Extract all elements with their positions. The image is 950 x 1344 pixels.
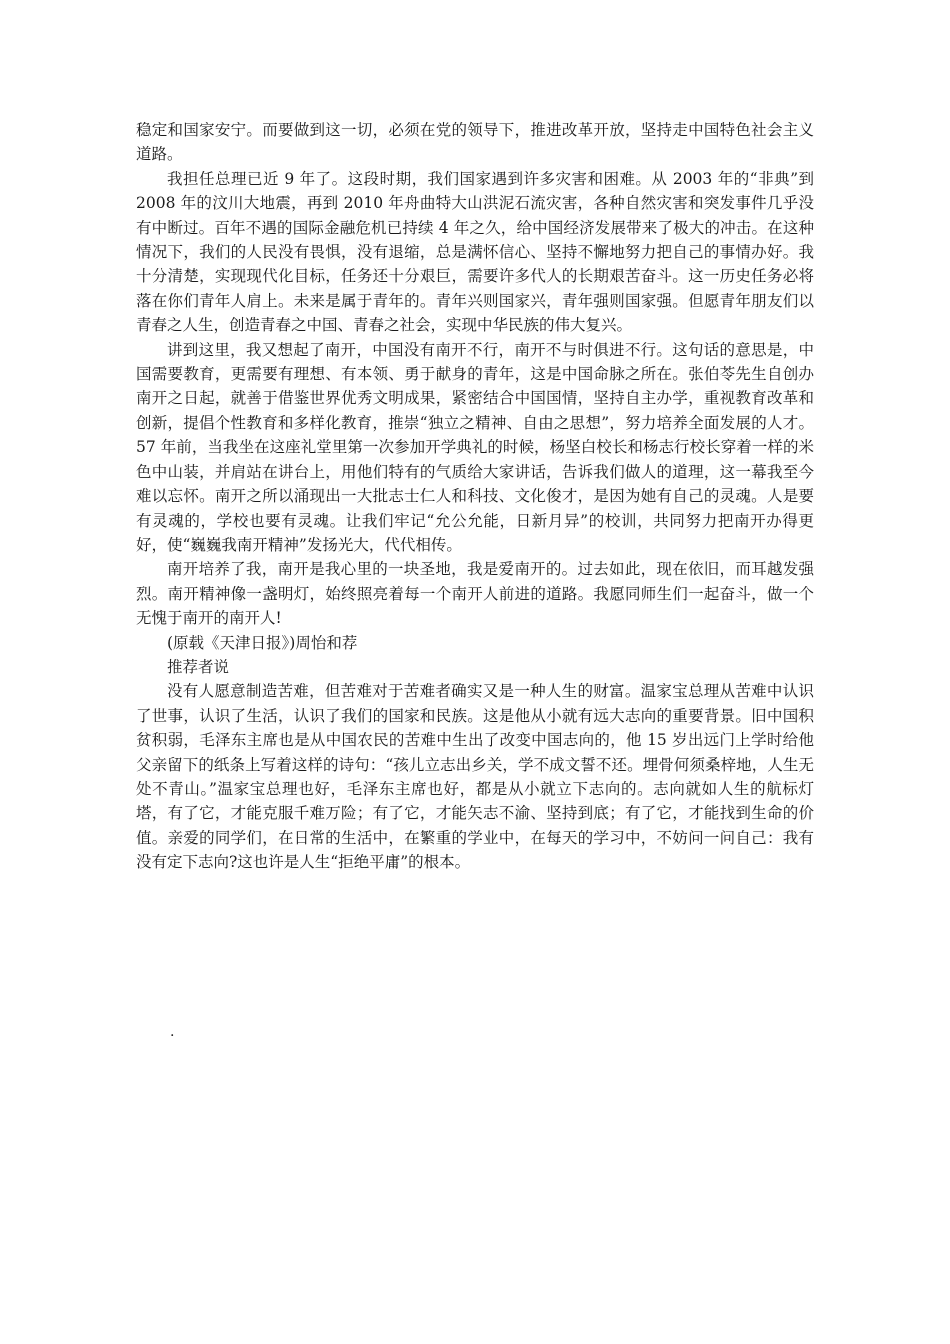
paragraph-premier-years: 我担任总理已近 9 年了。这段时期，我们国家遇到许多灾害和困难。从 2003 年的“非典”到 2008 年的汶川大地震，再到 2010 年舟曲特大山洪泥石流灾害，各种自然灾害和突发事件几乎没有中断过。百年不遇的国际金融危机已持续 4 年之久，给中国经济发展带来了极大的冲击。在这种情况下，我们的人民没有畏惧，没有退缩，总是满怀信心、坚持不懈地努力把自己的事情办好。我十分清楚，实现现代化目标，任务还十分艰巨，需要许多代人的长期艰苦奋斗。这一历史任务必将落在你们青年人肩上。未来是属于青年的。青年兴则国家兴，青年强则国家强。但愿青年朋友们以青春之人生，创造青春之中国、青春之社会，实现中华民族的伟大复兴。 <box>136 169 814 335</box>
paragraph-continuation: 稳定和国家安宁。而要做到这一切，必须在党的领导下，推进改革开放，坚持走中国特色社会主义道路。 <box>136 121 814 164</box>
paragraph-nankai-spirit: 讲到这里，我又想起了南开，中国没有南开不行，南开不与时俱进不行。这句话的意思是，中国需要教育，更需要有理想、有本领、勇于献身的青年，这是中国命脉之所在。张伯苓先生自创办南开之日起，就善于借鉴世界优秀文明成果，紧密结合中国国情，坚持自主办学，重视教育改革和创新，提倡个性教育和多样化教育，推崇“独立之精神、自由之思想”，努力培养全面发展的人才。57 年前，当我坐在这座礼堂里第一次参加开学典礼的时候，杨坚白校长和杨志行校长穿着一样的米色中山装，并肩站在讲台上，用他们特有的气质给大家讲话，告诉我们做人的道理，这一幕我至今难以忘怀。南开之所以涌现出一大批志士仁人和科技、文化俊才，是因为她有自己的灵魂。人是要有灵魂的，学校也要有灵魂。让我们牢记“允公允能，日新月异”的校训，共同努力把南开办得更好，使“巍巍我南开精神”发扬光大，代代相传。 <box>136 340 814 554</box>
source-attribution: (原载《天津日报》)周怡和荐 <box>167 633 358 652</box>
paragraph-nankai-love: 南开培养了我，南开是我心里的一块圣地，我是爱南开的。过去如此，现在依旧，而耳越发强烈。南开精神像一盏明灯，始终照亮着每一个南开人前进的道路。我愿同师生们一起奋斗，做一个无愧于南开的南开人! <box>136 560 814 628</box>
paragraph-recommender-comment: 没有人愿意制造苦难，但苦难对于苦难者确实又是一种人生的财富。温家宝总理从苦难中认识了世事，认识了生活，认识了我们的国家和民族。这是他从小就有远大志向的重要背景。旧中国积贫积弱，毛泽东主席也是从中国农民的苦难中生出了改变中国志向的，他 15 岁出远门上学时给他父亲留下的纸条上写着这样的诗句：“孩儿立志出乡关，学不成文誓不还。埋骨何须桑梓地，人生无处不青山。”温家宝总理也好，毛泽东主席也好，都是从小就立下志向的。志向就如人生的航标灯塔，有了它，才能克服千难万险；有了它，才能矢志不渝、坚持到底；有了它，才能找到生命的价值。亲爱的同学们，在日常的生活中，在繁重的学业中，在每天的学习中，不妨问一问自己：我有没有定下志向?这也许是人生“拒绝平庸”的根本。 <box>136 682 814 872</box>
recommender-heading: 推荐者说 <box>167 657 230 676</box>
footer-mark: . <box>170 1024 175 1040</box>
document-body <box>136 118 814 875</box>
